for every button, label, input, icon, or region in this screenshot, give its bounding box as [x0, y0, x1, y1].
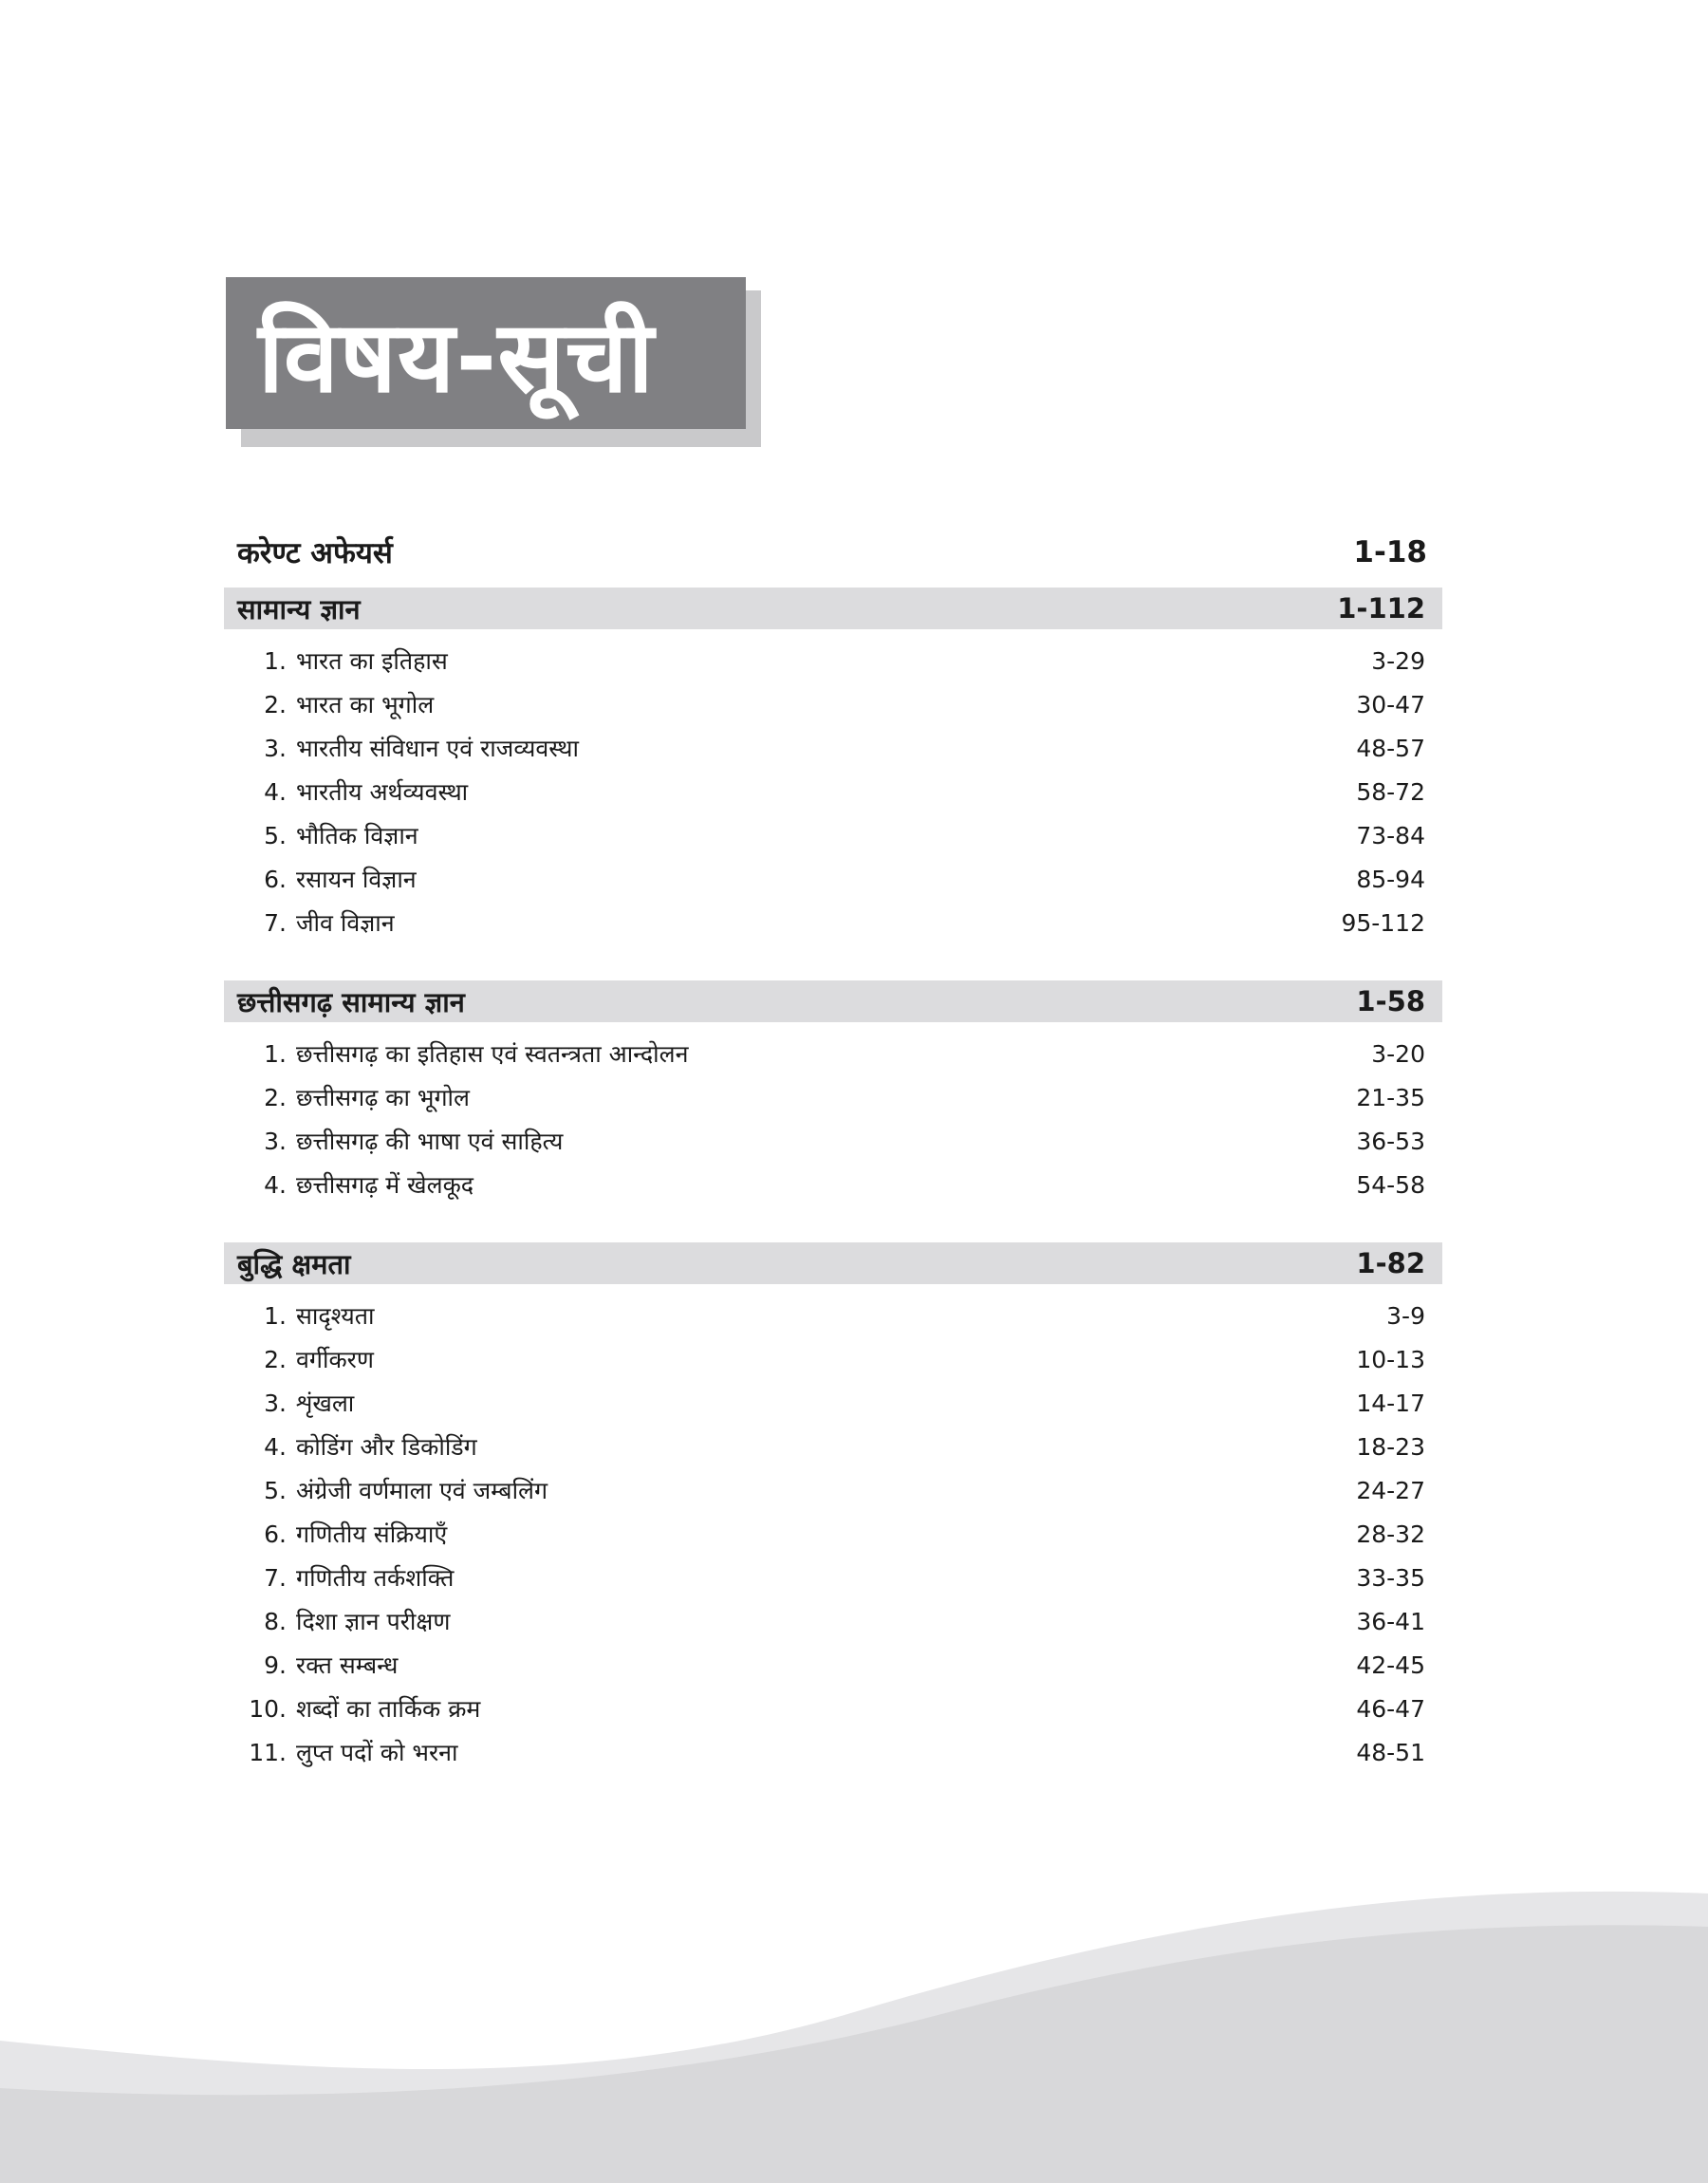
toc-item[interactable] [224, 1075, 1442, 1119]
toc-item-pages: 95-112 [1341, 908, 1425, 937]
section-title: छत्तीसगढ़ सामान्य ज्ञान [237, 985, 465, 1018]
toc-item-pages: 28-32 [1356, 1520, 1425, 1548]
toc-item-number: 3. [264, 1389, 287, 1417]
toc-item-pages: 33-35 [1356, 1563, 1425, 1592]
toc-item-pages: 30-47 [1356, 690, 1425, 718]
toc-item-label: वर्गीकरण [296, 1346, 374, 1373]
toc-item-pages: 85-94 [1356, 865, 1425, 893]
toc-item-number: 6. [264, 1520, 287, 1548]
toc-item[interactable] [224, 857, 1442, 901]
toc-item-number: 7. [264, 908, 287, 937]
toc-item-label: छत्तीसगढ़ का इतिहास एवं स्वतन्त्रता आन्दोलन [296, 1040, 689, 1068]
toc-item-label: कोडिंग और डिकोडिंग [296, 1433, 477, 1461]
toc-item-number: 11. [249, 1738, 287, 1766]
toc-item-pages: 10-13 [1356, 1345, 1425, 1373]
toc-item-label: जीव विज्ञान [296, 909, 395, 937]
toc-item-number: 1. [264, 1301, 287, 1330]
toc-item-number: 4. [264, 1432, 287, 1461]
toc-item[interactable] [224, 682, 1442, 726]
toc-item[interactable] [224, 813, 1442, 857]
toc-top-entry-pages: 1-18 [1353, 535, 1427, 569]
toc-item-label: अंग्रेजी वर्णमाला एवं जम्बलिंग [296, 1477, 548, 1504]
toc-item-pages: 42-45 [1356, 1651, 1425, 1679]
toc-item-number: 3. [264, 734, 287, 762]
section-header[interactable] [224, 588, 1442, 629]
section-header[interactable] [224, 980, 1442, 1022]
toc-item-number: 7. [264, 1563, 287, 1592]
decorative-wave-footer [0, 1851, 1708, 2183]
table-of-contents [224, 517, 1442, 1774]
toc-item-number: 2. [264, 1083, 287, 1111]
toc-item[interactable] [224, 1468, 1442, 1512]
toc-item-number: 6. [264, 865, 287, 893]
toc-item-pages: 3-29 [1371, 646, 1425, 675]
toc-item[interactable] [224, 726, 1442, 770]
toc-item-pages: 21-35 [1356, 1083, 1425, 1111]
section-title: सामान्य ज्ञान [237, 592, 361, 625]
toc-item[interactable] [224, 901, 1442, 944]
toc-item[interactable] [224, 1512, 1442, 1556]
toc-item-pages: 58-72 [1356, 777, 1425, 806]
toc-item-label: शब्दों का तार्किक क्रम [296, 1695, 481, 1723]
toc-item-pages: 54-58 [1356, 1170, 1425, 1199]
toc-item-number: 8. [264, 1607, 287, 1635]
toc-item-pages: 14-17 [1356, 1389, 1425, 1417]
toc-item[interactable] [224, 1163, 1442, 1206]
toc-item[interactable] [224, 1119, 1442, 1163]
toc-item[interactable] [224, 1337, 1442, 1381]
toc-item-label: छत्तीसगढ़ का भूगोल [296, 1084, 470, 1111]
page-title: विषय-सूची [226, 277, 746, 429]
toc-item-label: गणितीय तर्कशक्ति [296, 1564, 455, 1592]
toc-item-pages: 3-20 [1371, 1039, 1425, 1068]
toc-item[interactable] [224, 1425, 1442, 1468]
toc-item[interactable] [224, 1643, 1442, 1687]
toc-item-number: 2. [264, 1345, 287, 1373]
toc-item[interactable] [224, 1294, 1442, 1337]
toc-item-label: छत्तीसगढ़ में खेलकूद [296, 1171, 474, 1199]
toc-item-number: 5. [264, 821, 287, 849]
toc-item-number: 2. [264, 690, 287, 718]
toc-item-pages: 18-23 [1356, 1432, 1425, 1461]
toc-top-entry-label: करेण्ट अफेयर्स [237, 536, 393, 570]
toc-item-label: लुप्त पदों को भरना [296, 1739, 458, 1766]
toc-item-number: 10. [249, 1694, 287, 1723]
toc-item-label: गणितीय संक्रियाएँ [296, 1521, 448, 1548]
toc-item-pages: 48-51 [1356, 1738, 1425, 1766]
toc-item-pages: 46-47 [1356, 1694, 1425, 1723]
toc-item-pages: 48-57 [1356, 734, 1425, 762]
toc-item-number: 1. [264, 646, 287, 675]
toc-section-general-knowledge [224, 588, 1442, 944]
toc-item[interactable] [224, 1687, 1442, 1730]
toc-item[interactable] [224, 1032, 1442, 1075]
toc-item-pages: 36-41 [1356, 1607, 1425, 1635]
section-pages: 1-82 [1356, 1247, 1425, 1279]
toc-item-label: भारत का इतिहास [296, 647, 448, 675]
toc-item-label: दिशा ज्ञान परीक्षण [296, 1608, 451, 1635]
toc-item-label: भौतिक विज्ञान [296, 822, 418, 849]
toc-item-label: रसायन विज्ञान [296, 866, 417, 893]
toc-item[interactable] [224, 1556, 1442, 1599]
toc-section-chhattisgarh-gk [224, 980, 1442, 1206]
toc-item-label: सादृश्यता [296, 1302, 375, 1330]
toc-item-label: छत्तीसगढ़ की भाषा एवं साहित्य [296, 1128, 564, 1155]
toc-item-label: भारत का भूगोल [296, 691, 435, 718]
toc-item-label: रक्त सम्बन्ध [296, 1651, 399, 1679]
toc-section-reasoning [224, 1242, 1442, 1774]
toc-item-number: 4. [264, 1170, 287, 1199]
toc-top-entry[interactable] [224, 517, 1442, 588]
toc-item-label: शृंखला [296, 1390, 355, 1417]
toc-item-label: भारतीय अर्थव्यवस्था [296, 778, 469, 806]
toc-item[interactable] [224, 1599, 1442, 1643]
toc-item-pages: 24-27 [1356, 1476, 1425, 1504]
toc-item-number: 5. [264, 1476, 287, 1504]
toc-item-label: भारतीय संविधान एवं राजव्यवस्था [296, 735, 579, 762]
toc-item-number: 1. [264, 1039, 287, 1068]
toc-item[interactable] [224, 1730, 1442, 1774]
toc-item-number: 4. [264, 777, 287, 806]
section-pages: 1-58 [1356, 985, 1425, 1017]
toc-item[interactable] [224, 639, 1442, 682]
toc-item[interactable] [224, 770, 1442, 813]
toc-item-pages: 73-84 [1356, 821, 1425, 849]
toc-item-pages: 36-53 [1356, 1127, 1425, 1155]
section-title: बुद्धि क्षमता [237, 1247, 351, 1280]
toc-item-number: 9. [264, 1651, 287, 1679]
toc-item-pages: 3-9 [1386, 1301, 1425, 1330]
section-pages: 1-112 [1337, 592, 1425, 625]
toc-item[interactable] [224, 1381, 1442, 1425]
section-header[interactable] [224, 1242, 1442, 1284]
toc-item-number: 3. [264, 1127, 287, 1155]
